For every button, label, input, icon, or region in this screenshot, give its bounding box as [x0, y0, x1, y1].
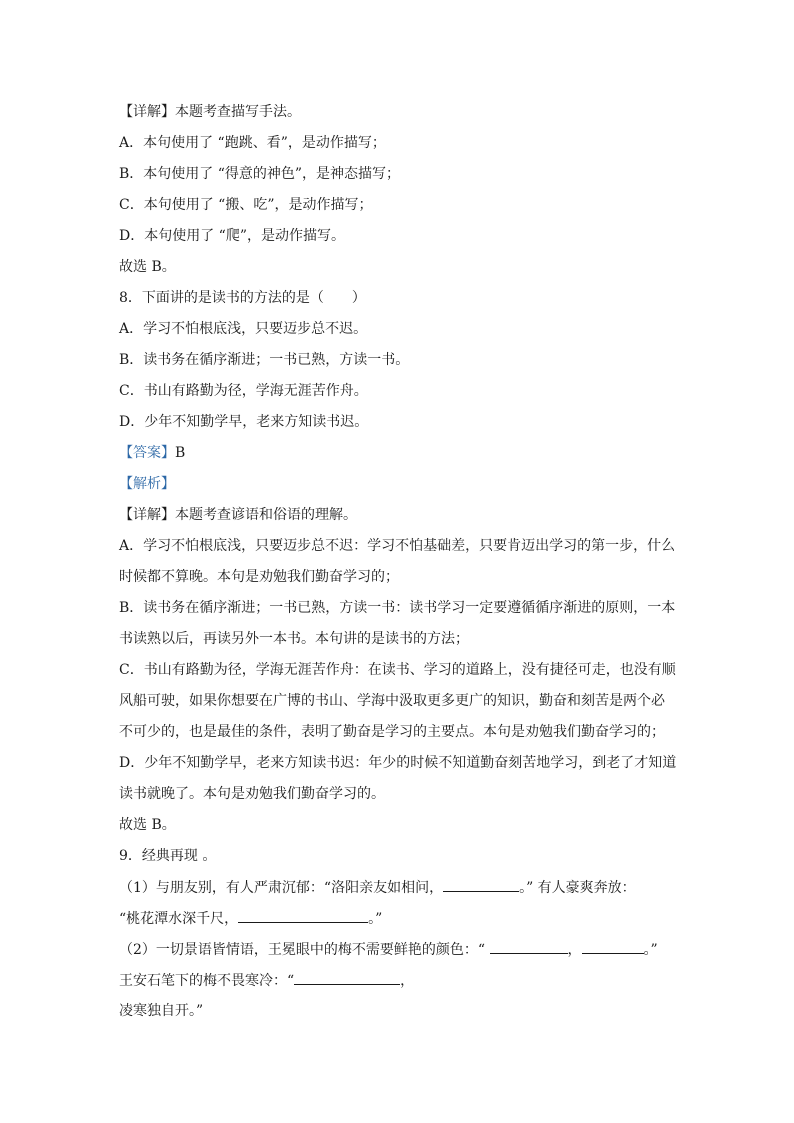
q9-2-text-a: （2）一切景语皆情语，王冕眼中的梅不需要鲜艳的颜色：“: [119, 942, 490, 958]
question-9-part-2: [119, 939, 679, 960]
detail-option-a: A．本句使用了 “跑跳、看”，是动作描写；: [119, 135, 386, 151]
q9-2-blank-1[interactable]: [490, 939, 568, 954]
question-8-option-a: A．学习不怕根底浅，只要迈步总不迟。: [119, 321, 368, 337]
q9-1-blank-2[interactable]: [238, 908, 368, 923]
question-8-option-b: B．读书务在循序渐进；一书已熟，方读一书。: [119, 352, 410, 368]
q9-1-text-d: 。”: [368, 911, 383, 927]
analysis-d-line-2: 读书就晚了。本句是劝勉我们勤奋学习的。: [119, 786, 385, 802]
analysis-c-line-2: 风船可驶，如果你想要在广博的书山、学海中汲取更多更广的知识，勤奋和刻苦是两个必: [119, 693, 665, 709]
conclusion-text: 故选 B。: [119, 259, 176, 275]
q9-2-text-c: 。”: [643, 942, 658, 958]
analysis-c-line-3: 不可少的，也是最佳的条件，表明了勤奋是学习的主要点。本句是劝勉我们勤奋学习的；: [119, 724, 665, 740]
analysis-detail-heading: 【详解】本题考查谚语和俗语的理解。: [119, 507, 357, 523]
q9-1-text-c: “桃花潭水深千尺，: [119, 911, 239, 927]
question-8-option-c: C．书山有路勤为径，学海无涯苦作舟。: [119, 383, 368, 399]
analysis-label: 【解析】: [119, 476, 175, 492]
q9-2-text-d: 王安石笔下的梅不畏寒冷：“: [119, 973, 295, 989]
q9-1-text-a: （1）与朋友别，有人严肃沉郁：“洛阳亲友如相问，: [119, 880, 444, 896]
analysis-b-line-2: 书读熟以后，再读另外一本书。本句讲的是读书的方法；: [119, 631, 469, 647]
answer-value: B: [175, 445, 186, 461]
q9-2-text-b: ，: [567, 942, 582, 958]
answer-line: [119, 443, 679, 463]
question-9-part-2-cont: [119, 970, 679, 991]
question-9-part-1: [119, 877, 679, 898]
question-8-option-d: D．少年不知勤学早，老来方知读书迟。: [119, 414, 369, 430]
question-9: 9．经典再现 。: [119, 848, 217, 864]
analysis-c-line-1: C．书山有路勤为径，学海无涯苦作舟：在读书、学习的道路上，没有捷径可走，也没有顺: [119, 662, 676, 678]
q9-2-blank-3[interactable]: [294, 970, 400, 985]
question-8: 8．下面讲的是读书的方法的是（ ）: [119, 290, 366, 306]
question-9-part-1-cont: [119, 908, 679, 929]
analysis-a-line-1: A．学习不怕根底浅，只要迈步总不迟：学习不怕基础差，只要肯迈出学习的第一步，什么: [119, 538, 676, 554]
analysis-a-line-2: 时候都不算晚。本句是劝勉我们勤奋学习的；: [119, 569, 399, 585]
detail-option-c: C．本句使用了 “搬、吃”，是动作描写；: [119, 197, 373, 213]
detail-paragraph: 【详解】本题考查描写手法。: [119, 104, 301, 120]
question-9-part-2-end: 凌寒独自开。”: [119, 1003, 204, 1019]
q9-2-blank-2[interactable]: [582, 939, 644, 954]
q9-1-text-b: 。” 有人豪爽奔放：: [519, 880, 636, 896]
answer-label: 【答案】: [119, 445, 175, 461]
detail-option-d: D．本句使用了 “爬”，是动作描写。: [119, 228, 345, 244]
analysis-d-line-1: D．少年不知勤学早，老来方知读书迟：年少的时候不知道勤奋刻苦地学习，到老了才知道: [119, 755, 677, 771]
detail-option-b: B．本句使用了 “得意的神色”，是神态描写；: [119, 166, 401, 182]
q9-1-blank-1[interactable]: [443, 877, 519, 892]
q9-2-text-e: ，: [400, 973, 415, 989]
analysis-conclusion: 故选 B。: [119, 817, 176, 833]
analysis-b-line-1: B．读书务在循序渐进；一书已熟，方读一书：读书学习一定要遵循循序渐进的原则，一本: [119, 600, 676, 616]
